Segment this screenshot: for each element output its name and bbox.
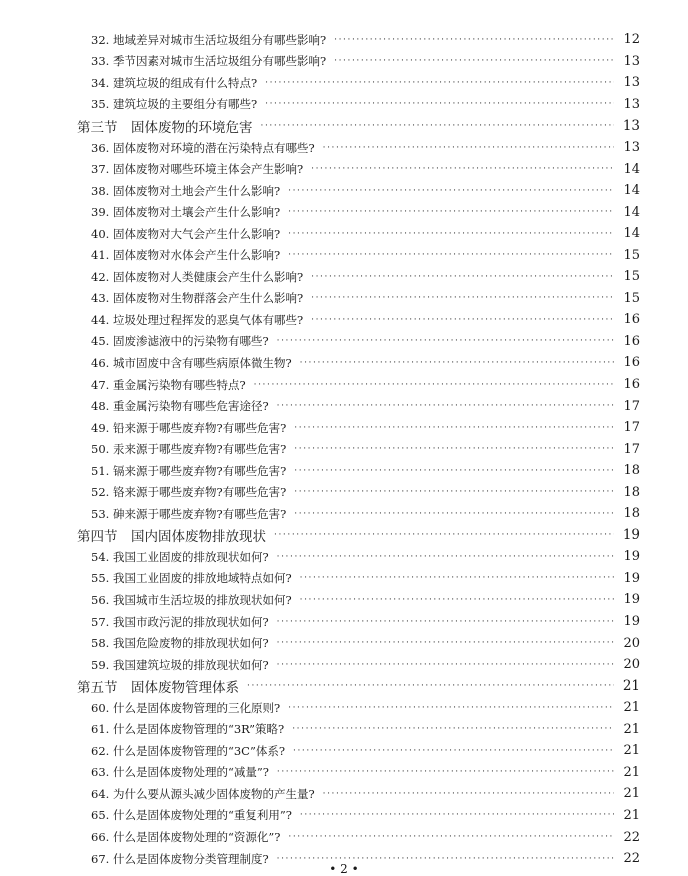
dot-leader — [277, 401, 614, 411]
toc-entry — [0, 481, 688, 503]
toc-entry — [0, 29, 688, 51]
toc-entry-title: 40. 固体废物对大气会产生什么影响? — [91, 226, 281, 241]
toc-entry-title: 63. 什么是固体废物处理的“减量”? — [91, 765, 269, 780]
toc-entry-title: 47. 重金属污染物有哪些特点? — [91, 377, 246, 392]
toc-entry — [0, 719, 688, 741]
toc-entry — [0, 654, 688, 676]
toc-entry-title: 53. 砷来源于哪些废弃物?有哪些危害? — [91, 506, 287, 521]
toc-entry-title: 48. 重金属污染物有哪些危害途径? — [91, 399, 269, 414]
dot-leader — [300, 573, 614, 583]
toc-entry-page-number: 19 — [623, 570, 640, 586]
toc-entry-page-number: 21 — [623, 743, 640, 759]
toc-entry-title: 42. 固体废物对人类健康会产生什么影响? — [91, 269, 304, 284]
toc-entry-page-number: 13 — [623, 75, 640, 91]
toc-entry — [0, 568, 688, 590]
toc-entry-title: 65. 什么是固体废物处理的“重复利用”? — [91, 808, 292, 823]
toc-entry-title: 60. 什么是固体废物管理的三化原则? — [91, 700, 281, 715]
toc-entry-page-number: 14 — [623, 183, 640, 199]
toc-entry-title: 33. 季节因素对城市生活垃圾组分有哪些影响? — [91, 54, 327, 69]
toc-entry-title: 54. 我国工业固废的排放现状如何? — [91, 549, 269, 564]
toc-entry-title: 39. 固体废物对土壤会产生什么影响? — [91, 205, 281, 220]
dot-leader — [277, 638, 614, 648]
dot-leader — [294, 487, 614, 497]
toc-entry-page-number: 15 — [623, 247, 640, 263]
toc-entry-page-number: 22 — [623, 851, 640, 867]
dot-leader — [294, 466, 614, 476]
toc-entry — [0, 826, 688, 848]
toc-entry-title: 57. 我国市政污泥的排放现状如何? — [91, 614, 269, 629]
dot-leader — [294, 423, 614, 433]
toc-entry-title: 第五节 固体废物管理体系 — [77, 680, 239, 697]
toc-entry-title: 44. 垃圾处理过程挥发的恶臭气体有哪些? — [91, 312, 304, 327]
toc-entry — [0, 309, 688, 331]
toc-entry — [0, 783, 688, 805]
toc-entry — [0, 94, 688, 116]
toc-entry-title: 41. 固体废物对水体会产生什么影响? — [91, 248, 281, 263]
toc-entry-page-number: 16 — [623, 377, 640, 393]
toc-entry-page-number: 14 — [623, 226, 640, 242]
dot-leader — [311, 164, 614, 174]
toc-entry-page-number: 19 — [623, 614, 640, 630]
toc-section-heading — [0, 675, 688, 697]
dot-leader — [293, 746, 614, 756]
toc-entry-title: 56. 我国城市生活垃圾的排放现状如何? — [91, 592, 292, 607]
dot-leader — [274, 530, 614, 540]
toc-entry-title: 46. 城市固废中含有哪些病原体微生物? — [91, 355, 292, 370]
toc-entry-page-number: 20 — [623, 635, 640, 651]
toc-entry-title: 32. 地域差异对城市生活垃圾组分有哪些影响? — [91, 32, 327, 47]
dot-leader — [277, 617, 614, 627]
dot-leader — [323, 789, 614, 799]
toc-entry-page-number: 15 — [623, 290, 640, 306]
toc-entry-title: 43. 固体废物对生物群落会产生什么影响? — [91, 291, 304, 306]
toc-entry-title: 37. 固体废物对哪些环境主体会产生影响? — [91, 162, 304, 177]
toc-entry-page-number: 20 — [623, 657, 640, 673]
toc-entry-title: 52. 铬来源于哪些废弃物?有哪些危害? — [91, 485, 287, 500]
toc-entry — [0, 266, 688, 288]
dot-leader — [277, 767, 614, 777]
toc-entry-title: 59. 我国建筑垃圾的排放现状如何? — [91, 657, 269, 672]
toc-entry-page-number: 21 — [623, 786, 640, 802]
toc-section-heading — [0, 525, 688, 547]
dot-leader — [334, 35, 614, 45]
dot-leader — [288, 250, 614, 260]
dot-leader — [247, 681, 614, 691]
toc-entry-page-number: 15 — [623, 269, 640, 285]
dot-leader — [300, 595, 614, 605]
dot-leader — [288, 703, 614, 713]
toc-entry — [0, 223, 688, 245]
toc-entry — [0, 244, 688, 266]
toc-entry — [0, 51, 688, 73]
dot-leader — [300, 358, 614, 368]
toc-entry-title: 第三节 固体废物的环境危害 — [77, 119, 253, 136]
toc-entry — [0, 331, 688, 353]
toc-entry-page-number: 16 — [623, 333, 640, 349]
toc-entry — [0, 180, 688, 202]
dot-leader — [288, 229, 614, 239]
toc-entry — [0, 632, 688, 654]
toc-entry-page-number: 19 — [623, 592, 640, 608]
toc-entry-title: 35. 建筑垃圾的主要组分有哪些? — [91, 97, 258, 112]
dot-leader — [288, 832, 614, 842]
toc-entry-title: 66. 什么是固体废物处理的“资源化”? — [91, 830, 281, 844]
toc-entry — [0, 611, 688, 633]
dot-leader — [323, 143, 614, 153]
toc-entry — [0, 201, 688, 223]
toc-entry — [0, 460, 688, 482]
toc-entry-page-number: 19 — [622, 527, 640, 544]
toc-entry-title: 45. 固废渗滤液中的污染物有哪些? — [91, 334, 269, 349]
toc-entry-page-number: 21 — [623, 807, 640, 823]
dot-leader — [294, 444, 614, 454]
dot-leader — [261, 121, 615, 131]
toc-entry-page-number: 18 — [623, 484, 640, 500]
toc-entry-title: 58. 我国危险废物的排放现状如何? — [91, 636, 269, 651]
toc-entry-title: 51. 镉来源于哪些废弃物?有哪些危害? — [91, 463, 287, 478]
toc-section-heading — [0, 115, 688, 137]
toc-entry-title: 67. 什么是固体废物分类管理制度? — [91, 851, 269, 866]
toc-entry — [0, 697, 688, 719]
dot-leader — [311, 315, 614, 325]
dot-leader — [294, 509, 614, 519]
toc-entry-title: 38. 固体废物对土地会产生什么影响? — [91, 183, 281, 198]
toc-entry-title: 49. 铅来源于哪些废弃物?有哪些危害? — [91, 420, 287, 435]
toc-entry — [0, 762, 688, 784]
dot-leader — [277, 660, 614, 670]
dot-leader — [334, 56, 614, 66]
dot-leader — [311, 272, 614, 282]
toc-entry — [0, 503, 688, 525]
toc-entry-page-number: 22 — [623, 829, 640, 845]
dot-leader — [300, 810, 614, 820]
table-of-contents — [0, 29, 688, 869]
toc-entry-page-number: 21 — [623, 700, 640, 716]
toc-entry — [0, 546, 688, 568]
dot-leader — [265, 99, 614, 109]
dot-leader — [254, 380, 614, 390]
toc-entry — [0, 395, 688, 417]
toc-entry-title: 64. 为什么要从源头减少固体废物的产生量? — [91, 786, 315, 801]
dot-leader — [277, 336, 614, 346]
toc-entry-title: 第四节 国内固体废物排放现状 — [77, 529, 266, 546]
toc-entry-page-number: 14 — [623, 204, 640, 220]
toc-entry — [0, 417, 688, 439]
toc-entry — [0, 72, 688, 94]
toc-entry-title: 61. 什么是固体废物管理的“3R”策略? — [91, 722, 285, 737]
toc-entry — [0, 137, 688, 159]
toc-entry-page-number: 17 — [623, 441, 640, 457]
toc-entry-page-number: 21 — [623, 721, 640, 737]
toc-entry-page-number: 17 — [623, 420, 640, 436]
page-number-footer: • 2 • — [329, 862, 359, 876]
toc-entry-page-number: 18 — [623, 506, 640, 522]
toc-entry — [0, 438, 688, 460]
dot-leader — [288, 207, 614, 217]
toc-entry — [0, 805, 688, 827]
toc-entry — [0, 589, 688, 611]
toc-entry — [0, 352, 688, 374]
toc-entry-title: 36. 固体废物对环境的潜在污染特点有哪些? — [91, 140, 315, 155]
toc-entry-page-number: 16 — [623, 312, 640, 328]
toc-entry-page-number: 13 — [623, 53, 640, 69]
toc-entry-title: 50. 汞来源于哪些废弃物?有哪些危害? — [91, 442, 287, 457]
toc-entry-page-number: 13 — [623, 96, 640, 112]
toc-entry-page-number: 14 — [623, 161, 640, 177]
toc-entry — [0, 374, 688, 396]
toc-entry — [0, 288, 688, 310]
toc-entry-page-number: 13 — [622, 117, 640, 134]
toc-entry-page-number: 21 — [622, 678, 640, 695]
toc-entry-title: 34. 建筑垃圾的组成有什么特点? — [91, 75, 258, 90]
toc-entry-page-number: 12 — [623, 32, 640, 48]
toc-entry — [0, 740, 688, 762]
dot-leader — [277, 552, 614, 562]
toc-entry-title: 55. 我国工业固废的排放地域特点如何? — [91, 571, 292, 586]
toc-entry-page-number: 19 — [623, 549, 640, 565]
dot-leader — [288, 186, 614, 196]
toc-entry-page-number: 16 — [623, 355, 640, 371]
dot-leader — [311, 293, 614, 303]
toc-entry-page-number: 17 — [623, 398, 640, 414]
dot-leader — [292, 724, 614, 734]
dot-leader — [265, 78, 614, 88]
toc-entry-page-number: 18 — [623, 463, 640, 479]
toc-entry — [0, 158, 688, 180]
toc-entry-page-number: 13 — [623, 140, 640, 155]
toc-entry-page-number: 21 — [623, 764, 640, 780]
toc-entry-title: 62. 什么是固体废物管理的“3C”体系? — [91, 743, 285, 758]
